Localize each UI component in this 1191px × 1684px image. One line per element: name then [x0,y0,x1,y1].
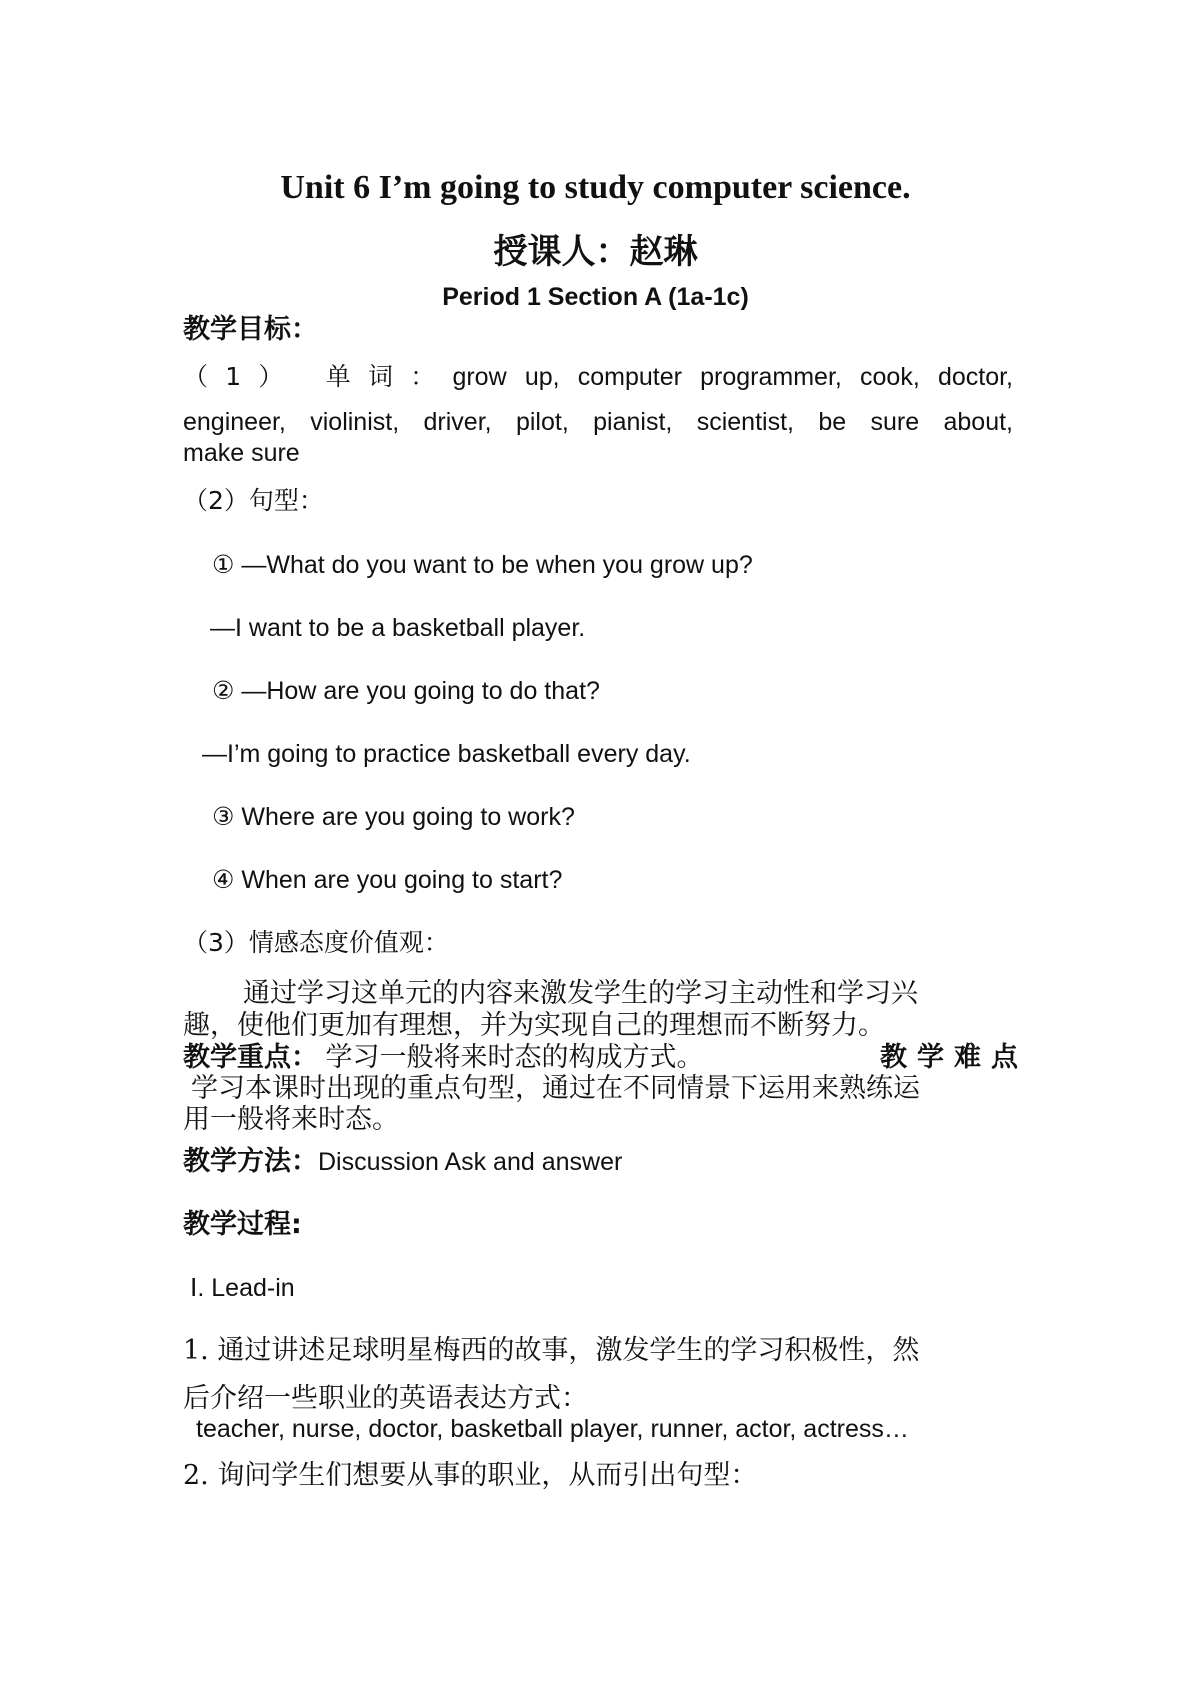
period-section: Period 1 Section A (1a-1c) [442,283,749,311]
difficult-line-2: 用一般将来时态。 [183,1104,399,1135]
process-item-1-line-2: 后介绍一些职业的英语表达方式： [183,1383,588,1414]
section-lead-in: Ⅰ. Lead-in [190,1274,295,1302]
emotion-label: （3）情感态度价值观： [183,928,449,957]
sentence-3: ② —How are you going to do that? [212,677,600,705]
process-label: 教学过程: [183,1209,302,1240]
difficult-points-label: 教学难点 [880,1042,1028,1073]
process-item-1-line-1: 1. 通过讲述足球明星梅西的故事，激发学生的学习积极性，然 [183,1335,920,1366]
emotion-line-2: 趣，使他们更加有理想，并为实现自己的理想而不断努力。 [183,1010,885,1041]
vocab-line-3: make sure [183,439,300,467]
sentence-2: —I want to be a basketball player. [210,614,586,642]
sentence-6: ④ When are you going to start? [212,866,563,894]
vocab-row-1 [183,362,1013,392]
sentence-4: —I’m going to practice basketball every day. [202,740,691,768]
teacher-name: 授课人：赵琳 [493,232,698,272]
objectives-heading: 教学目标： [183,314,318,345]
process-item-2: 2. 询问学生们想要从事的职业，从而引出句型： [183,1460,758,1491]
difficult-line-1: 学习本课时出现的重点句型，通过在不同情景下运用来熟练运 [191,1073,920,1104]
emotion-line-1: 通过学习这单元的内容来激发学生的学习主动性和学习兴 [243,978,918,1009]
method-row [183,1147,622,1177]
vocab-line-2: engineer, violinist, driver, pilot, pianist, scientist, be sure about, [183,408,1013,436]
sentence-5: ③ Where are you going to work? [212,803,575,831]
key-points-label: 教学重点： [183,1042,318,1073]
unit-title: Unit 6 I’m going to study computer science. [280,169,911,206]
key-points-text: 学习一般将来时态的构成方式。 [325,1042,704,1073]
method-label: 教学方法： [183,1146,318,1177]
vocab-line-1: grow up, computer programmer, cook, doctor, [452,363,1013,391]
process-item-1-line-3: teacher, nurse, doctor, basketball player, runner, actor, actress… [196,1415,909,1443]
vocab-label: （1） 单词： [183,362,453,391]
key-points-row [183,1042,704,1073]
sentence-1: ① —What do you want to be when you grow up? [212,551,753,579]
sentences-label: （2）句型： [183,486,324,515]
method-text: Discussion Ask and answer [318,1148,623,1176]
